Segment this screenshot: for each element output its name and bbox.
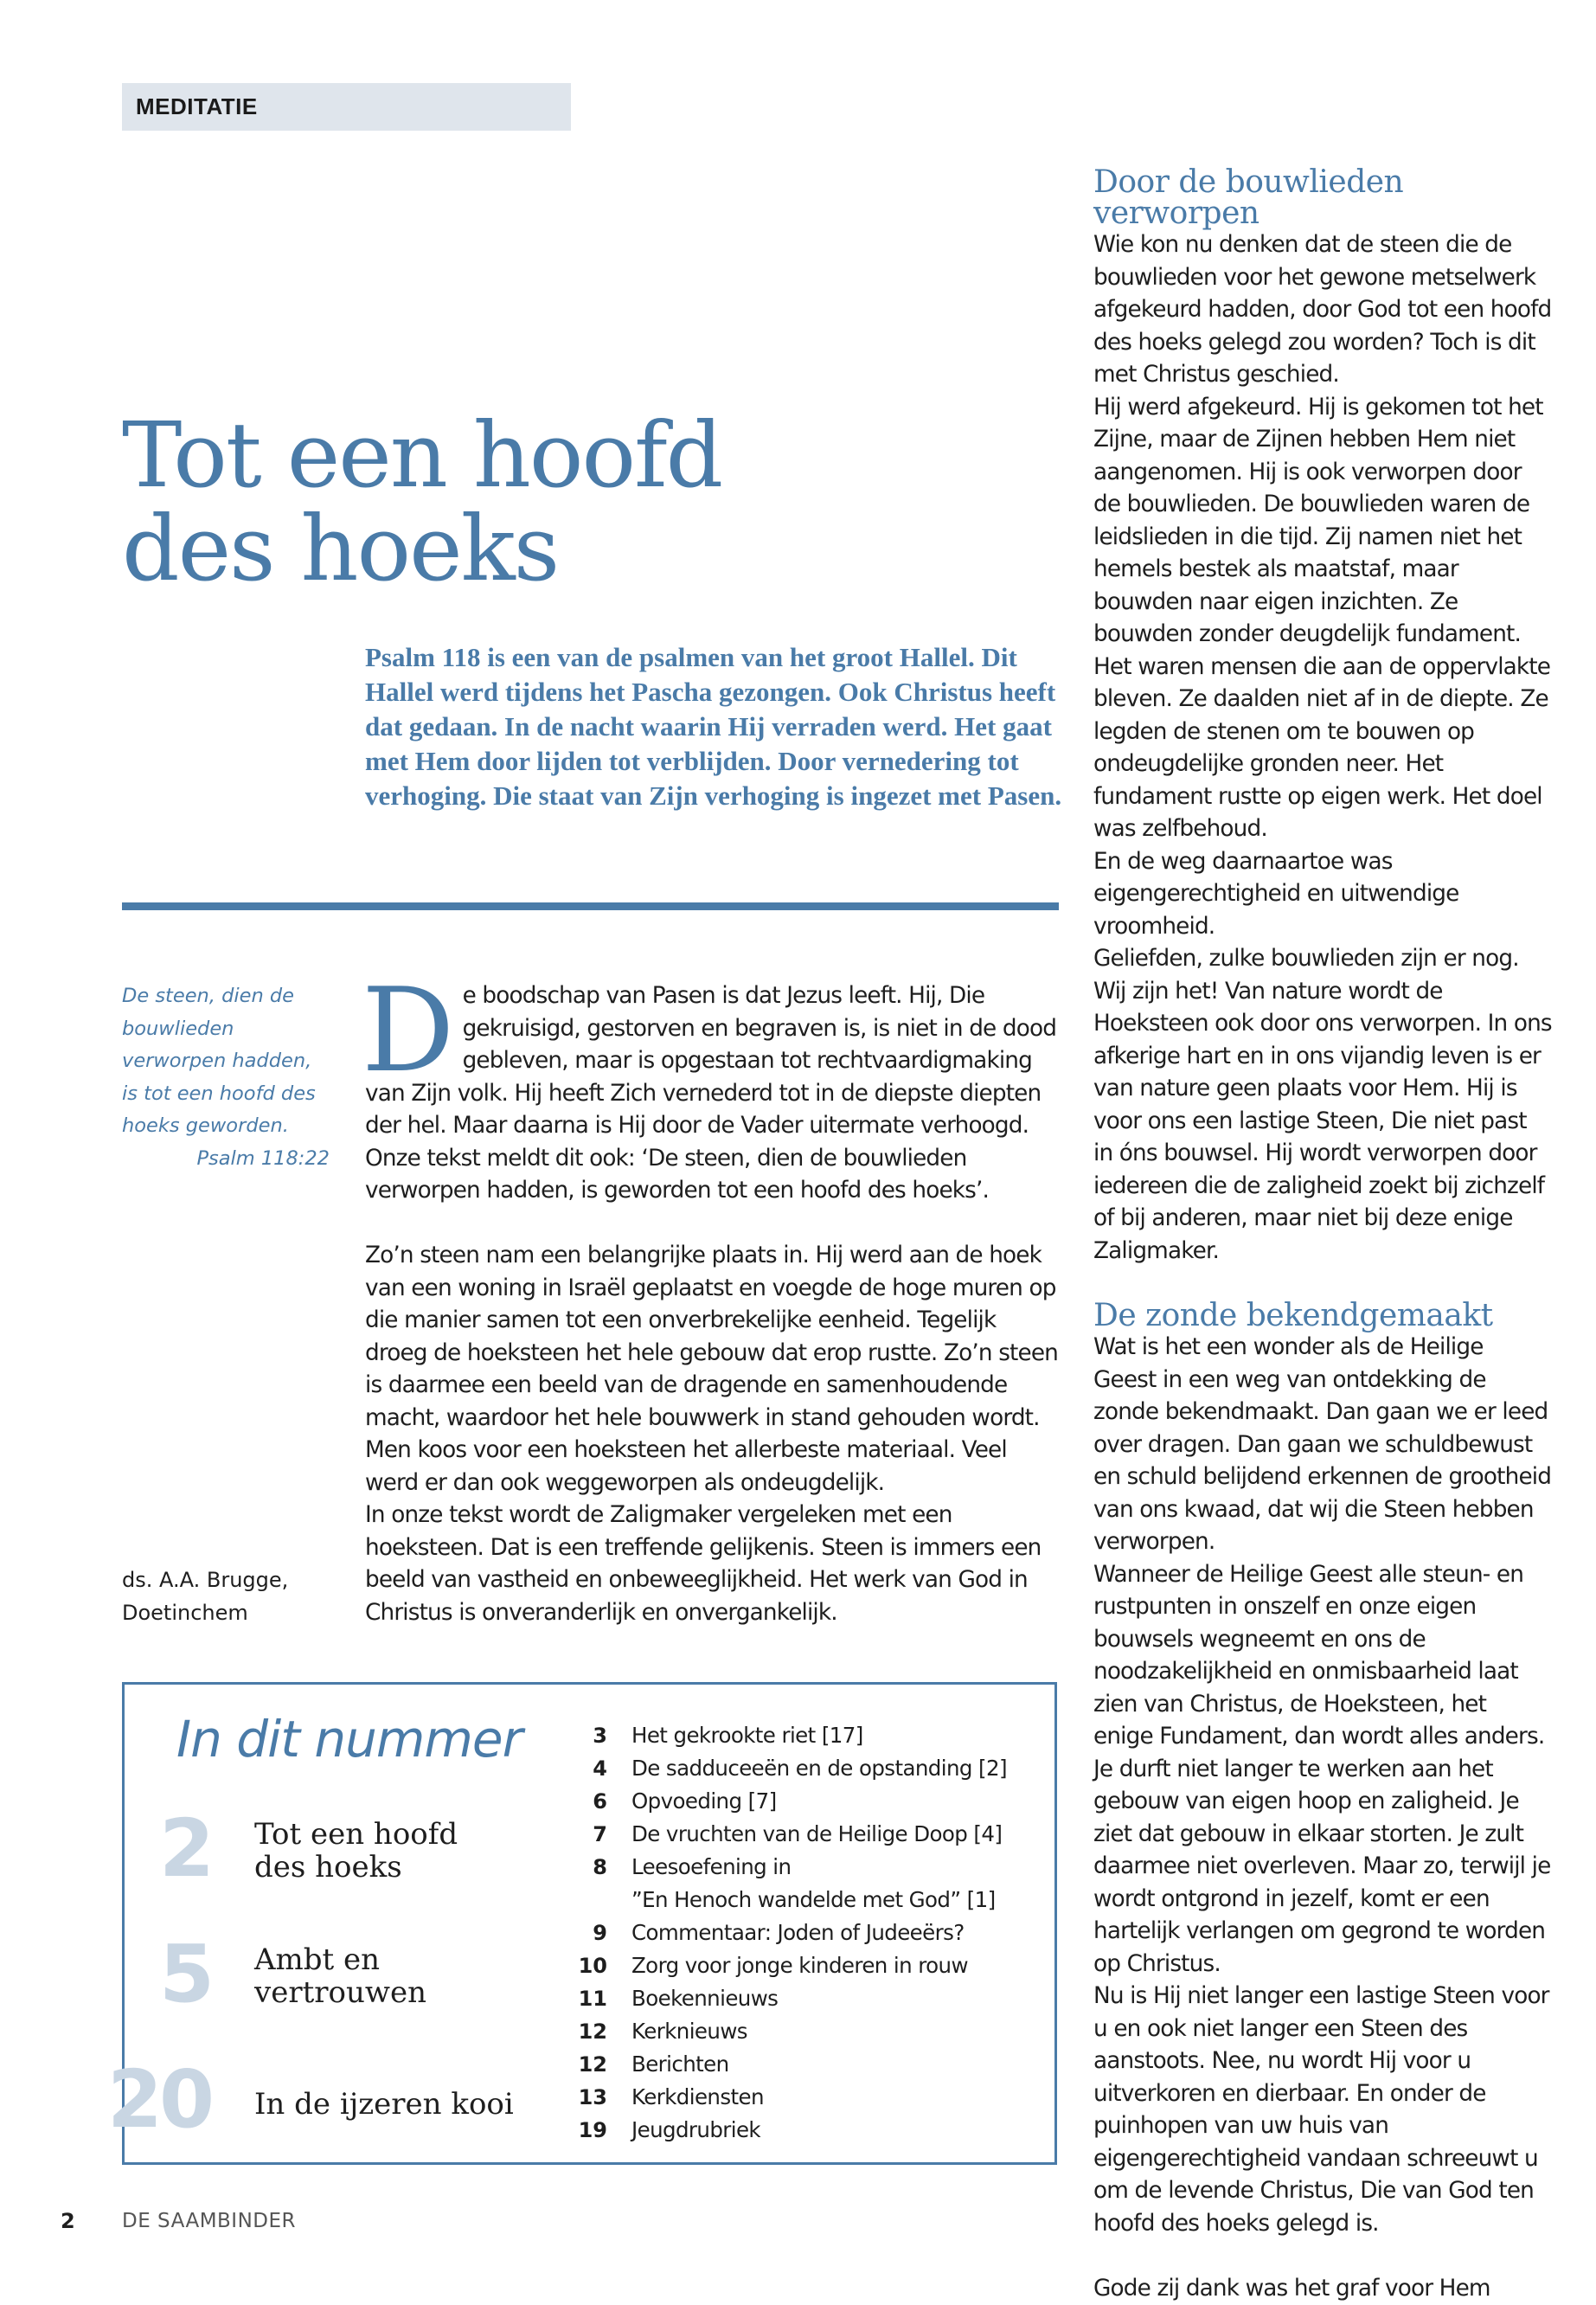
toc-item[interactable] xyxy=(566,2114,1033,2147)
toc-item-title: Zorg voor jonge kinderen in rouw xyxy=(631,1949,1029,1982)
body-paragraph: Hij werd afgekeurd. Hij is gekomen tot het Zijne, maar de Zijnen hebben Hem niet aangenomen. Hij is ook verworpen door de bouwlieden. De bouwlieden waren de leidslieden in die tijd. Zij namen niet het hemels bestek als maatstaf, maar bouwden naar eigen inzichten. Ze bouwden zonder deugdelijk fundament. Het waren mensen die aan de oppervlakte bleven. Ze daalden niet af in de diepte. Ze legden de stenen om te bouwen op ondeugdelijke gronden neer. Het fundament rustte op eigen werk. Het doel was zelfbehoud. xyxy=(1093,392,1552,846)
toc-item-title: De sadduceeën en de opstanding [2] xyxy=(631,1752,1029,1785)
body-paragraph: Zo’n steen nam een belangrijke plaats in. Hij werd aan de hoek van een woning in Israël geplaatst en voegde de hoge muren op die manier samen tot een onverbrekelijke eenheid. Tegelijk droeg de hoeksteen het hele gebouw dat erop rustte. Zo’n steen is daarmee een beeld van de dragende en samenhoudende macht, waardoor het hele bouwwerk in stand gehouden wordt. Men koos voor een hoeksteen het allerbeste materiaal. Veel werd er dan ook weggeworpen als ondeugdelijk. xyxy=(365,1240,1064,1499)
toc-feature-title: In de ijzeren kooi xyxy=(254,2088,583,2121)
toc-item-page: 11 xyxy=(566,1982,607,2015)
body-paragraph: Wie kon nu denken dat de steen die de bouwlieden voor het gewone metselwerk afgekeurd hadden, door God tot een hoofd des hoeks gelegd zou worden? Toch is dit met Christus geschied. xyxy=(1093,229,1552,392)
toc-item[interactable] xyxy=(566,2015,1033,2048)
toc-item[interactable] xyxy=(566,1949,1033,1982)
body-paragraph: In onze tekst wordt de Zaligmaker vergeleken met een hoeksteen. Dat is een treffende gelijkenis. Steen is immers een beeld van vastheid en onbeweeglijkheid. Het werk van God in Christus is onveranderlijk en onvergankelijk. xyxy=(365,1499,1064,1629)
toc-item-title: De vruchten van de Heilige Doop [4] xyxy=(631,1818,1029,1851)
toc-item-page: 9 xyxy=(566,1917,607,1949)
body-paragraph: En de weg daarnaartoe was eigengerechtigheid en uitwendige vroomheid. xyxy=(1093,846,1552,944)
author-place: Doetinchem xyxy=(122,1601,248,1625)
toc-heading: In dit nummer xyxy=(176,1709,522,1769)
article-continuation xyxy=(1093,167,1552,2305)
body-paragraph: Geliefden, zulke bouwlieden zijn er nog. Wij zijn het! Van nature wordt de Hoeksteen ook door ons verworpen. In ons afkerige hart en in ons vijandig leven is er van nature geen plaats voor Hem. Hij is voor ons een lastige Steen, Die niet past in óns bouwsel. Hij wordt verworpen door iedereen die de zaligheid zoekt bij zichzelf of bij anderen, maar niet bij deze enige Zaligmaker. xyxy=(1093,943,1552,1268)
toc-item-title: Commentaar: Joden of Judeeërs? xyxy=(631,1917,1029,1949)
toc-feature-page: 20 xyxy=(107,2057,211,2143)
toc-item-page: 12 xyxy=(566,2015,607,2048)
toc-item-title: Jeugdrubriek xyxy=(631,2114,1029,2147)
toc-feature-title-line-1: Tot een hoofd xyxy=(254,1817,458,1852)
body-paragraph: Gode zij dank was het graf voor Hem xyxy=(1093,2273,1552,2305)
toc-item[interactable] xyxy=(566,1719,1033,1752)
author-name: ds. A.A. Brugge, xyxy=(122,1568,288,1592)
section-label: MEDITATIE xyxy=(122,83,571,131)
section-heading: Door de bouwlieden verworpen xyxy=(1093,167,1552,229)
toc-feature-title-line-1: Ambt en xyxy=(254,1942,380,1977)
toc-feature-page: 2 xyxy=(159,1806,211,1892)
toc-item-page: 13 xyxy=(566,2081,607,2114)
toc-item[interactable] xyxy=(566,1851,1033,1917)
toc-item-page: 19 xyxy=(566,2114,607,2147)
toc-feature-title-line-2: des hoeks xyxy=(254,1850,402,1884)
toc-item-title: Boekennieuws xyxy=(631,1982,1029,2015)
table-of-contents xyxy=(122,1682,1057,2165)
body-paragraph: Wanneer de Heilige Geest alle steun- en rustpunten in onszelf en onze eigen bouwsels wegneemt en ons de noodzakelijkheid en onmisbaarheid laat zien van Christus, de Hoeksteen, het enige Fundament, dan wordt alles anders. Je durft niet langer te werken aan het gebouw van eigen hoop en zaligheid. Je ziet dat gebouw in elkaar storten. Je zult daarmee niet overleven. Maar zo, terwijl je wordt ontgrond in jezelf, komt er een hartelijk verlangen om gegrond te worden op Christus. xyxy=(1093,1559,1552,1981)
toc-item[interactable] xyxy=(566,1982,1033,2015)
toc-item-page: 6 xyxy=(566,1785,607,1818)
toc-item[interactable] xyxy=(566,1818,1033,1851)
body-paragraph-text: e boodschap van Pasen is dat Jezus leeft. Hij, Die gekruisigd, gestorven en begraven is, is niet in de dood gebleven, maar is opgestaan tot rechtvaardigmaking van Zijn volk. Hij heeft Zich vernederd tot in de diepste diepten der hel. Maar daarna is Hij door de Vader uitermate verhoogd. Onze tekst meldt dit ook: ‘De steen, dien de bouwlieden verworpen hadden, is geworden tot een hoofd des hoeks’. xyxy=(365,983,1056,1204)
toc-item-title: Opvoeding [7] xyxy=(631,1785,1029,1818)
drop-cap: D xyxy=(362,982,454,1079)
section-heading: De zonde bekendgemaakt xyxy=(1093,1300,1552,1332)
toc-item-page: 8 xyxy=(566,1851,607,1884)
toc-item-page: 12 xyxy=(566,2048,607,2081)
toc-feature-page: 5 xyxy=(159,1931,211,2018)
toc-feature[interactable] xyxy=(125,2057,609,2143)
toc-feature-title xyxy=(254,1943,583,2009)
pull-quote-reference: Psalm 118:22 xyxy=(122,1143,330,1176)
toc-item-title xyxy=(631,1851,1029,1917)
toc-item-title-line-2: ”En Henoch wandelde met God” [1] xyxy=(631,1887,996,1912)
page-number: 2 xyxy=(61,2208,75,2234)
toc-item-page: 3 xyxy=(566,1719,607,1752)
article-intro: Psalm 118 is een van de psalmen van het groot Hallel. Dit Hallel werd tijdens het Pascha gezongen. Ook Christus heeft dat gedaan. In de nacht waarin Hij verraden werd. Het gaat met Hem door lijden tot verblijden. Door vernedering tot verhoging. Die staat van Zijn verhoging is ingezet met Pasen. xyxy=(365,640,1064,813)
article-title-line-1: Tot een hoofd xyxy=(122,402,721,508)
toc-item-title-line-1: Leesoefening in xyxy=(631,1854,791,1879)
body-paragraph: Nu is Hij niet langer een lastige Steen voor u en ook niet langer een Steen des aanstoots. Nee, nu wordt Hij voor u uitverkoren en dierbaar. En onder de puinhopen van uw huis van eigengerechtigheid vandaan schreeuwt u om de levende Christus, Die van God ten hoofd des hoeks gelegd is. xyxy=(1093,1981,1552,2240)
toc-list xyxy=(566,1719,1033,2147)
toc-feature-title-line-2: vertrouwen xyxy=(254,1975,426,2010)
pull-quote-text: De steen, dien de bouwlieden verworpen hadden, is tot een hoofd des hoeks geworden. xyxy=(122,985,316,1137)
toc-feature[interactable] xyxy=(125,1931,609,2018)
section-divider xyxy=(122,902,1059,910)
toc-item[interactable] xyxy=(566,2048,1033,2081)
toc-item-title: Berichten xyxy=(631,2048,1029,2081)
publication-name: DE SAAMBINDER xyxy=(122,2208,296,2234)
article-title-line-2: des hoeks xyxy=(122,496,558,601)
toc-item[interactable] xyxy=(566,1917,1033,1949)
toc-feature[interactable] xyxy=(125,1806,609,1892)
toc-item-page: 7 xyxy=(566,1818,607,1851)
pull-quote xyxy=(122,980,330,1175)
body-paragraph: Wat is het een wonder als de Heilige Geest in een weg van ontdekking de zonde bekendmaakt. Dan gaan we er leed over dragen. Dan gaan we schuldbewust en schuld belijdend erkennen de grootheid van ons kwaad, dat wij die Steen hebben verworpen. xyxy=(1093,1332,1552,1559)
toc-item-page: 4 xyxy=(566,1752,607,1785)
toc-item-page: 10 xyxy=(566,1949,607,1982)
toc-item[interactable] xyxy=(566,1785,1033,1818)
toc-item[interactable] xyxy=(566,2081,1033,2114)
toc-feature-title xyxy=(254,1818,583,1884)
author-byline xyxy=(122,1563,330,1629)
toc-item[interactable] xyxy=(566,1752,1033,1785)
article-title xyxy=(122,408,987,595)
toc-item-title: Kerknieuws xyxy=(631,2015,1029,2048)
toc-item-title: Kerkdiensten xyxy=(631,2081,1029,2114)
toc-item-title: Het gekrookte riet [17] xyxy=(631,1719,1029,1752)
article-body xyxy=(365,980,1064,1629)
body-paragraph xyxy=(365,980,1064,1208)
